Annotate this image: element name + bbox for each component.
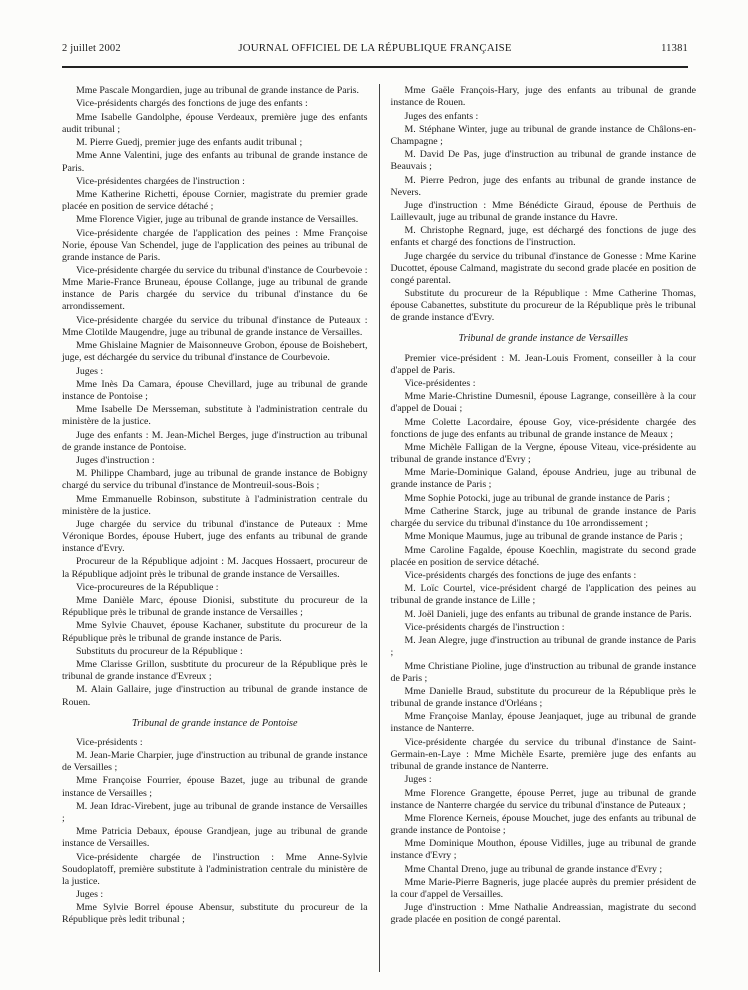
paragraph: Mme Pascale Mongardien, juge au tribunal de grande instance de Paris. (76, 85, 359, 97)
paragraph: Juges : (76, 889, 104, 900)
paragraph: Mme Florence Grangette, épouse Perret, juge au tribunal de grande instance de Nanterre chargée du service du tribunal d'instance de Puteaux ; (390, 787, 697, 811)
paragraph: Mme Dominique Mouthon, épouse Vidilles, juge au tribunal de grande instance d'Evry ; (390, 838, 697, 862)
paragraph: Mme Inès Da Camara, épouse Chevillard, juge au tribunal de grande instance de Pontoise ; (62, 378, 368, 402)
paragraph: Premier vice-président : M. Jean-Louis Froment, conseiller à la cour d'appel de Paris. (390, 352, 697, 376)
paragraph: Mme Gaële François-Hary, juge des enfants au tribunal de grande instance de Rouen. (390, 85, 697, 109)
paragraph: Procureur de la République adjoint : M. Jacques Hossaert, procureur de la République adjoint près le tribunal de grande instance de Versailles. (62, 556, 368, 580)
section-heading: Tribunal de grande instance de Pontoise (131, 717, 298, 729)
page-body (62, 84, 696, 972)
paragraph: M. Alain Gallaire, juge d'instruction au tribunal de grande instance de Rouen. (62, 684, 368, 708)
paragraph: Mme Sophie Potocki, juge au tribunal de grande instance de Paris ; (404, 492, 670, 504)
paragraph: M. Christophe Regnard, juge, est déchargé des fonctions de juge des enfants et chargé des fonctions de l'instruction. (390, 225, 697, 249)
paragraph: Mme Anne Valentini, juge des enfants au tribunal de grande instance de Paris. (62, 150, 368, 174)
paragraph: Vice-présidentes : (404, 377, 476, 389)
header-rule (62, 66, 688, 68)
paragraph: Mme Isabelle Gandolphe, épouse Verdeaux, première juge des enfants audit tribunal ; (62, 111, 368, 135)
paragraph: Mme Colette Lacordaire, épouse Goy, vice-présidente chargée des fonctions de juge des enfants au tribunal de grande instance de Meaux ; (390, 416, 697, 440)
paragraph: Mme Ghislaine Magnier de Maisonneuve Grobon, épouse de Boishebert, juge, est déchargée du service du tribunal d'instance de Courbevoie. (62, 340, 368, 364)
page-header (62, 42, 688, 54)
paragraph: Mme Clarisse Grillon, susbtitute du procureur de la République près le tribunal de grande instance d'Evreux ; (62, 659, 368, 683)
paragraph: Vice-présidente chargée du service du tribunal d'instance de Puteaux : Mme Clotilde Maugendre, juge au tribunal de grande instance de Versailles. (62, 314, 368, 338)
paragraph: Mme Chantal Dreno, juge au tribunal de grande instance d'Evry ; (404, 863, 663, 875)
paragraph: M. Pierre Pedron, juge des enfants au tribunal de grande instance de Nevers. (390, 174, 697, 198)
paragraph: Vice-présidents : (76, 736, 143, 748)
paragraph: M. Jean Idrac-Virebent, juge au tribunal de grande instance de Versailles ; (62, 800, 368, 824)
paragraph: Vice-présidente chargée du service du tribunal d'instance de Saint-Germain-en-Laye : Mme Michèle Esarte, première juge des enfants au tribunal de grande instance de Nanterre. (390, 736, 697, 772)
paragraph: Vice-présidente chargée de l'application des peines : Mme Françoise Norie, épouse Van Schendel, juge de l'application des peines au tribunal de grande instance de Paris. (62, 227, 368, 263)
paragraph: M. Loïc Courtel, vice-président chargé de l'application des peines au tribunal de grande instance de Lille ; (390, 583, 697, 607)
paragraph: Substituts du procureur de la République : (76, 645, 243, 657)
paragraph: M. Pierre Guedj, premier juge des enfants audit tribunal ; (76, 137, 303, 149)
paragraph: Mme Catherine Starck, juge au tribunal de grande instance de Paris chargée du service du tribunal d'instance du 10e arrondissement ; (390, 506, 697, 530)
paragraph: Mme Florence Kerneis, épouse Mouchet, juge des enfants au tribunal de grande instance de Pontoise ; (390, 812, 697, 836)
paragraph: Mme Danièle Marc, épouse Dionisi, substitute du procureur de la République près le tribunal de grande instance de Versailles ; (62, 595, 368, 619)
paragraph: Juges : (404, 774, 432, 786)
paragraph: Vice-présidente chargée du service du tribunal d'instance de Courbevoie : Mme Marie-France Bruneau, épouse Collange, juge au tribunal de grande instance de Paris chargée du service du tribunal d'instance du 6e arrondissement. (62, 265, 368, 313)
paragraph: Mme Florence Vigier, juge au tribunal de grande instance de Versailles. (76, 214, 359, 226)
paragraph: Vice-présidentes chargées de l'instruction : (76, 175, 245, 187)
paragraph: Vice-présidents chargés de l'instruction : (404, 621, 565, 633)
paragraph: Juge d'instruction : Mme Nathalie Andreassian, magistrate du second grade placée en position de congé parental. (390, 902, 697, 926)
paragraph: Mme Marie-Dominique Galand, épouse Andrieu, juge au tribunal de grande instance de Paris ; (390, 467, 697, 491)
paragraph: Mme Sylvie Borrel épouse Abensur, substitute du procureur de la République près ledit tribunal ; (62, 902, 368, 926)
journal-title: JOURNAL OFFICIEL DE LA RÉPUBLIQUE FRANÇAISE (238, 42, 512, 54)
paragraph: Mme Christiane Pioline, juge d'instruction au tribunal de grande instance de Paris ; (390, 660, 697, 684)
paragraph: M. Philippe Chambard, juge au tribunal de grande instance de Bobigny chargé du service du tribunal d'instance de Montreuil-sous-Bois ; (62, 468, 368, 492)
paragraph: Mme Sylvie Chauvet, épouse Kachaner, substitute du procureur de la République près le tribunal de grande instance de Paris. (62, 620, 368, 644)
left-column (62, 84, 368, 972)
paragraph: Mme Isabelle De Mersseman, substitute à l'administration centrale du ministère de la justice. (62, 404, 368, 428)
paragraph: Juge des enfants : M. Jean-Michel Berges, juge d'instruction au tribunal de grande instance de Pontoise. (62, 429, 368, 453)
paragraph: Mme Françoise Manlay, épouse Jeanjaquet, juge au tribunal de grande instance de Nanterre. (390, 711, 697, 735)
paragraph: Juges d'instruction : (76, 454, 155, 466)
paragraph: Substitute du procureur de la République : Mme Catherine Thomas, épouse Cabanettes, substitute du procureur de la République près le tribunal de grande instance d'Evry. (390, 288, 697, 324)
paragraph: Juges des enfants : (404, 110, 479, 122)
paragraph: Mme Michèle Falligan de la Vergne, épouse Viteau, vice-présidente au tribunal de grande instance d'Evry ; (390, 441, 697, 466)
paragraph: Vice-procureures de la République : (76, 581, 219, 593)
section-heading: Tribunal de grande instance de Versailles (458, 333, 628, 345)
paragraph: Mme Françoise Fourrier, épouse Bazet, juge au tribunal de grande instance de Versailles ; (62, 775, 368, 799)
paragraph: Mme Danielle Braud, substitute du procureur de la République près le tribunal de grande instance d'Orléans ; (390, 686, 697, 710)
header-date: 2 juillet 2002 (62, 43, 121, 54)
paragraph: M. Jean Alegre, juge d'instruction au tribunal de grande instance de Paris ; (390, 635, 697, 659)
paragraph: Vice-présidents chargés des fonctions de juge des enfants : (76, 98, 308, 110)
paragraph: Vice-présidents chargés des fonctions de juge des enfants : (404, 570, 637, 582)
paragraph: M. Jean-Marie Charpier, juge d'instruction au tribunal de grande instance de Versailles ; (62, 750, 368, 774)
paragraph: Mme Caroline Fagalde, épouse Koechlin, magistrate du second grade placée en position de service détaché. (390, 544, 697, 568)
paragraph: Mme Patricia Debaux, épouse Grandjean, juge au tribunal de grande instance de Versailles. (62, 826, 368, 850)
paragraph: Mme Katherine Richetti, épouse Cornier, magistrate du premier grade placée en position de service détaché ; (62, 189, 368, 213)
paragraph: Juge d'instruction : Mme Bénédicte Giraud, épouse de Perthuis de Laillevault, juge au tribunal de grande instance du Havre. (390, 199, 697, 224)
column-divider (379, 84, 380, 972)
paragraph: M. David De Pas, juge d'instruction au tribunal de grande instance de Beauvais ; (390, 149, 697, 173)
paragraph: Mme Monique Maumus, juge au tribunal de grande instance de Paris ; (404, 531, 683, 543)
paragraph: Juge chargée du service du tribunal d'instance de Puteaux : Mme Véronique Bordes, épouse Hubert, juge des enfants au tribunal de grande instance d'Evry. (62, 518, 368, 555)
paragraph: Mme Marie-Pierre Bagneris, juge placée auprès du premier président de la cour d'appel de Versailles. (390, 876, 697, 900)
right-column (391, 84, 697, 972)
paragraph: Juges : (76, 365, 104, 377)
paragraph: Juge chargée du service du tribunal d'instance de Gonesse : Mme Karine Ducottet, épouse Calmand, magistrate du second grade placée en position de congé parental. (390, 250, 697, 286)
paragraph: M. Joël Danieli, juge des enfants au tribunal de grande instance de Paris. (404, 608, 692, 620)
paragraph: Vice-présidente chargée de l'instruction : Mme Anne-Sylvie Soudoplatoff, première substitute à l'administration centrale du ministère de la justice. (62, 851, 368, 887)
paragraph: Mme Emmanuelle Robinson, substitute à l'administration centrale du ministère de la justice. (62, 493, 368, 517)
page-number: 11381 (661, 43, 688, 54)
paragraph: M. Stéphane Winter, juge au tribunal de grande instance de Châlons-en-Champagne ; (390, 123, 697, 147)
paragraph: Mme Marie-Christine Dumesnil, épouse Lagrange, conseillère à la cour d'appel de Douai ; (390, 391, 697, 415)
